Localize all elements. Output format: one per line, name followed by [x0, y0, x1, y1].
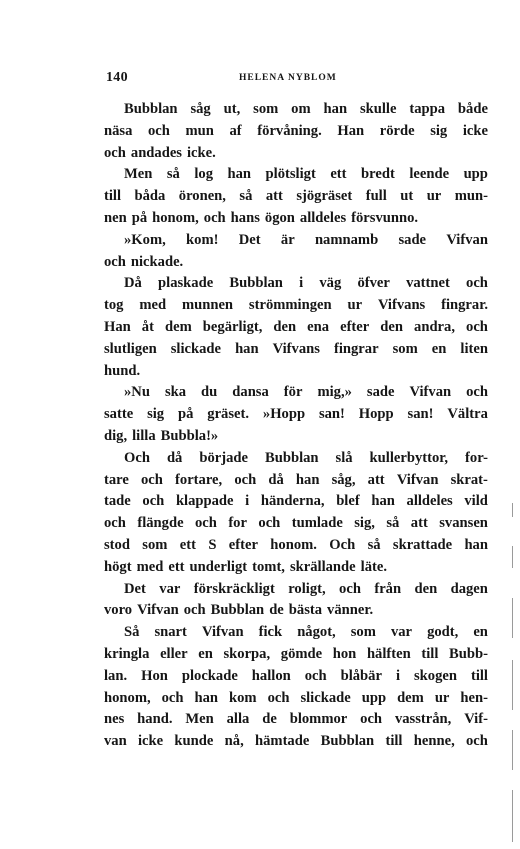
word: Det	[238, 231, 261, 248]
word: som	[142, 536, 168, 553]
word: mun	[185, 122, 214, 139]
word: hon	[332, 645, 357, 662]
word: läte.	[360, 558, 387, 575]
word: och	[258, 515, 281, 532]
word: stod	[104, 536, 130, 553]
word: sade	[398, 231, 427, 248]
word: händerna,	[260, 493, 325, 510]
word: de	[269, 602, 284, 619]
word: Vifvan	[137, 602, 179, 619]
word: satte	[104, 406, 134, 423]
word: och	[466, 733, 488, 750]
word: han	[323, 101, 348, 117]
word: sig	[430, 122, 448, 139]
word: log	[194, 166, 214, 183]
word: han	[235, 340, 259, 357]
word: van	[104, 733, 127, 750]
word: från	[374, 580, 402, 597]
word: näsa	[104, 122, 133, 139]
word: skrat-	[450, 471, 488, 488]
word: fick	[258, 624, 283, 641]
word: Bubb-	[449, 645, 488, 662]
word: åt	[141, 318, 154, 335]
word: tare	[104, 471, 129, 488]
text-line	[104, 252, 488, 274]
word: och	[234, 471, 257, 488]
word: med	[136, 558, 164, 575]
text-line	[104, 404, 488, 426]
word: högt	[104, 558, 132, 575]
word: väg	[319, 275, 342, 292]
word: då	[166, 449, 183, 466]
word: icke	[138, 733, 164, 750]
word: Bubbla!»	[160, 427, 219, 444]
word: han	[371, 493, 395, 510]
word: ut	[400, 188, 414, 205]
text-line	[104, 731, 488, 753]
word: dem	[397, 689, 424, 706]
word: begärligt,	[202, 318, 263, 335]
word: ett	[179, 536, 196, 553]
word: om	[291, 101, 311, 117]
word: en	[473, 624, 488, 641]
word: en	[198, 645, 213, 662]
word: sig	[147, 406, 165, 423]
page-header	[106, 70, 486, 90]
word: som	[253, 101, 279, 117]
word: något,	[297, 624, 336, 641]
word: fortare,	[175, 471, 223, 488]
word: snart	[154, 624, 187, 641]
word: vänner.	[327, 602, 374, 619]
word: andades	[130, 144, 182, 161]
word: ur	[347, 297, 363, 314]
word: Hon	[141, 667, 168, 684]
word: icke	[462, 122, 488, 139]
word: skorpa,	[223, 645, 271, 662]
word: »Hopp	[262, 406, 306, 423]
scan-edge-mark	[512, 660, 513, 710]
word: blef	[336, 493, 360, 510]
word: san!	[407, 406, 434, 423]
word: att	[265, 188, 283, 205]
word: för	[283, 384, 303, 401]
word: Bubblan	[229, 275, 283, 292]
word: Bubblan	[264, 449, 319, 466]
word: tade	[104, 493, 131, 510]
text-line	[104, 382, 488, 404]
word: nå,	[224, 733, 244, 750]
word: Han	[104, 318, 131, 335]
word: sjögräset	[296, 188, 353, 205]
word: hälften	[366, 645, 411, 662]
word: munnen	[181, 297, 234, 314]
word: efter	[340, 318, 370, 335]
word: blommor	[289, 711, 348, 728]
word: båda	[134, 188, 166, 205]
word: som	[392, 340, 418, 357]
word: han	[464, 536, 488, 553]
word: slutligen	[104, 340, 157, 357]
word: tomt,	[252, 558, 285, 575]
word: fingrar.	[441, 297, 488, 314]
word: så	[239, 188, 253, 205]
word: att	[410, 515, 428, 532]
word: upp	[463, 166, 488, 183]
word: hen-	[460, 689, 488, 706]
word: kom!	[186, 231, 219, 248]
word: ett	[168, 558, 185, 575]
word: och	[142, 493, 165, 510]
word: vattnet	[406, 275, 450, 292]
text-line	[104, 688, 488, 710]
word: flängde	[137, 515, 184, 532]
word: och	[466, 384, 488, 401]
word: plaskade	[158, 275, 214, 292]
word: sade	[366, 384, 395, 401]
text-line	[104, 470, 488, 492]
word: svansen	[439, 515, 488, 532]
word: Så	[124, 624, 140, 641]
word: till	[421, 645, 439, 662]
text-line	[104, 339, 488, 361]
word: ur	[426, 188, 442, 205]
word: san!	[318, 406, 345, 423]
word: ur	[434, 689, 450, 706]
word: lan.	[104, 667, 128, 684]
word: strömmingen	[248, 297, 332, 314]
word: han	[227, 166, 252, 183]
text-line	[104, 426, 488, 448]
text-line	[104, 164, 488, 186]
word: i	[299, 275, 304, 292]
word: nen	[104, 209, 127, 226]
text-line	[104, 666, 488, 688]
word: så	[386, 515, 400, 532]
body-text	[104, 99, 488, 753]
text-line	[104, 317, 488, 339]
word: och	[339, 580, 361, 597]
word: ett	[330, 166, 347, 183]
text-line	[104, 186, 488, 208]
word: gräset.	[207, 406, 250, 423]
word: hallon	[251, 667, 291, 684]
word: och	[161, 689, 184, 706]
word: skrattade	[392, 536, 453, 553]
page-number: 140	[106, 70, 128, 85]
text-line	[104, 644, 488, 666]
word: och	[183, 602, 206, 619]
word: på	[177, 406, 194, 423]
word: plötsligt	[265, 166, 316, 183]
word: S	[208, 536, 217, 553]
word: vasstrån,	[394, 711, 452, 728]
word: dansa	[232, 384, 269, 401]
word: Det	[124, 580, 146, 597]
word: i	[245, 493, 250, 510]
word: på	[131, 209, 148, 226]
word: mun-	[454, 188, 488, 205]
word: roligt,	[288, 580, 326, 597]
word: till	[385, 733, 403, 750]
word: liten	[460, 340, 488, 357]
word: ut,	[223, 101, 241, 117]
text-line	[104, 295, 488, 317]
word: »Nu	[124, 384, 150, 401]
word: hund.	[104, 362, 141, 379]
word: efter	[228, 536, 258, 553]
word: namnamb	[314, 231, 379, 248]
text-line	[104, 535, 488, 557]
word: så	[367, 536, 381, 553]
text-line	[104, 230, 488, 252]
word: och	[194, 515, 217, 532]
word: kom	[229, 689, 257, 706]
word: tog	[104, 297, 124, 314]
text-line	[104, 600, 488, 622]
word: Vifvans	[272, 340, 320, 357]
word: skogen	[413, 667, 457, 684]
word: Och	[329, 536, 356, 553]
word: icke.	[187, 144, 216, 161]
word: och	[104, 515, 126, 532]
text-line	[104, 622, 488, 644]
word: Men	[124, 166, 153, 183]
word: förskräckligt	[193, 580, 275, 597]
word: förvåning.	[257, 122, 322, 139]
word: och	[360, 711, 383, 728]
scan-edge-mark	[512, 503, 513, 517]
word: bredt	[361, 166, 395, 183]
word: med	[139, 297, 167, 314]
word: och	[466, 318, 488, 335]
scan-edge-mark	[512, 546, 513, 568]
word: den	[380, 318, 403, 335]
word: underligt	[189, 558, 248, 575]
word: skulle	[359, 101, 397, 117]
word: Bubblan	[210, 602, 265, 619]
word: Då	[124, 275, 142, 292]
word: honom,	[152, 209, 199, 226]
scan-edge-mark	[512, 598, 513, 638]
word: och	[304, 667, 327, 684]
word: upp	[361, 689, 387, 706]
word: ska	[164, 384, 187, 401]
word: vild	[464, 493, 488, 510]
word: den	[414, 580, 438, 597]
word: slå	[335, 449, 353, 466]
word: såg	[190, 101, 211, 117]
word: leende	[409, 166, 450, 183]
word: Bubblan	[124, 101, 178, 117]
word: Bubblan	[320, 733, 375, 750]
word: såg,	[331, 471, 356, 488]
word: den	[273, 318, 297, 335]
scan-edge-mark	[512, 730, 513, 770]
word: mig,»	[317, 384, 352, 401]
word: klappade	[175, 493, 234, 510]
word: Vältra	[447, 406, 488, 423]
word: en	[431, 340, 447, 357]
word: Vifvan	[446, 231, 488, 248]
word: rörde	[379, 122, 415, 139]
word: slickade	[300, 689, 351, 706]
word: öronen,	[178, 188, 226, 205]
text-line	[104, 273, 488, 295]
text-line	[104, 361, 488, 383]
word: honom.	[270, 536, 317, 553]
text-line	[104, 513, 488, 535]
running-head: HELENA NYBLOM	[239, 73, 337, 83]
word: då	[268, 471, 284, 488]
word: Vif-	[464, 711, 488, 728]
word: dig,	[104, 427, 128, 444]
word: eller	[160, 645, 188, 662]
word: full	[365, 188, 387, 205]
word: och	[104, 253, 126, 270]
word: du	[201, 384, 218, 401]
word: gömde	[280, 645, 323, 662]
word: sig,	[354, 515, 375, 532]
word: ögon	[264, 209, 295, 226]
word: kunde	[174, 733, 214, 750]
word: han	[194, 689, 219, 706]
word: dagen	[450, 580, 488, 597]
word: försvunno.	[351, 209, 419, 226]
word: nickade.	[130, 253, 184, 270]
word: godt,	[427, 624, 459, 641]
text-line	[104, 208, 488, 230]
word: alldeles	[406, 493, 453, 510]
word: Vifvan	[409, 384, 452, 401]
text-line	[104, 579, 488, 601]
text-line	[104, 143, 488, 165]
word: Vifvan	[201, 624, 244, 641]
word: och	[141, 471, 163, 488]
word: for-	[465, 449, 488, 466]
word: hans	[230, 209, 260, 226]
text-line	[104, 709, 488, 731]
word: fingrar	[333, 340, 379, 357]
word: for	[228, 515, 247, 532]
word: och	[104, 144, 126, 161]
word: tappa	[409, 101, 446, 117]
word: Han	[337, 122, 365, 139]
word: ena	[307, 318, 330, 335]
word: Och	[124, 449, 150, 466]
word: dem	[165, 318, 192, 335]
word: och	[148, 122, 170, 139]
word: alla	[226, 711, 250, 728]
word: Vifvan	[396, 471, 439, 488]
word: var	[390, 624, 413, 641]
word: skrällande	[289, 558, 356, 575]
text-line	[104, 121, 488, 143]
text-line	[104, 99, 488, 121]
word: och	[267, 689, 290, 706]
word: kringla	[104, 645, 150, 662]
word: Men	[185, 711, 214, 728]
word: som	[350, 624, 376, 641]
word: »Kom,	[124, 231, 166, 248]
word: började	[199, 449, 248, 466]
word: kullerbyttor,	[369, 449, 449, 466]
word: voro	[104, 602, 133, 619]
word: Hopp	[358, 406, 394, 423]
word: tumlade	[291, 515, 343, 532]
word: blåbär	[340, 667, 382, 684]
word: och	[466, 275, 488, 292]
word: henne,	[413, 733, 455, 750]
text-line	[104, 557, 488, 579]
word: plockade	[181, 667, 238, 684]
word: så	[166, 166, 180, 183]
word: de	[262, 711, 277, 728]
word: af	[229, 122, 242, 139]
word: hämtade	[255, 733, 310, 750]
text-line	[104, 491, 488, 513]
word: alldeles	[299, 209, 347, 226]
word: bästa	[288, 602, 323, 619]
word: hand.	[137, 711, 173, 728]
word: var	[159, 580, 181, 597]
word: till	[104, 188, 122, 205]
scan-edge-mark	[512, 790, 513, 842]
word: honom,	[104, 689, 151, 706]
word: och	[203, 209, 226, 226]
word: nes	[104, 711, 125, 728]
text-line	[104, 448, 488, 470]
word: till	[470, 667, 488, 684]
word: Vifvans	[377, 297, 426, 314]
word: i	[395, 667, 400, 684]
word: han	[295, 471, 320, 488]
word: lilla	[132, 427, 156, 444]
word: att	[367, 471, 385, 488]
word: andra,	[414, 318, 455, 335]
word: är	[280, 231, 295, 248]
word: slickade	[170, 340, 222, 357]
word: öfver	[357, 275, 390, 292]
word: både	[457, 101, 488, 117]
